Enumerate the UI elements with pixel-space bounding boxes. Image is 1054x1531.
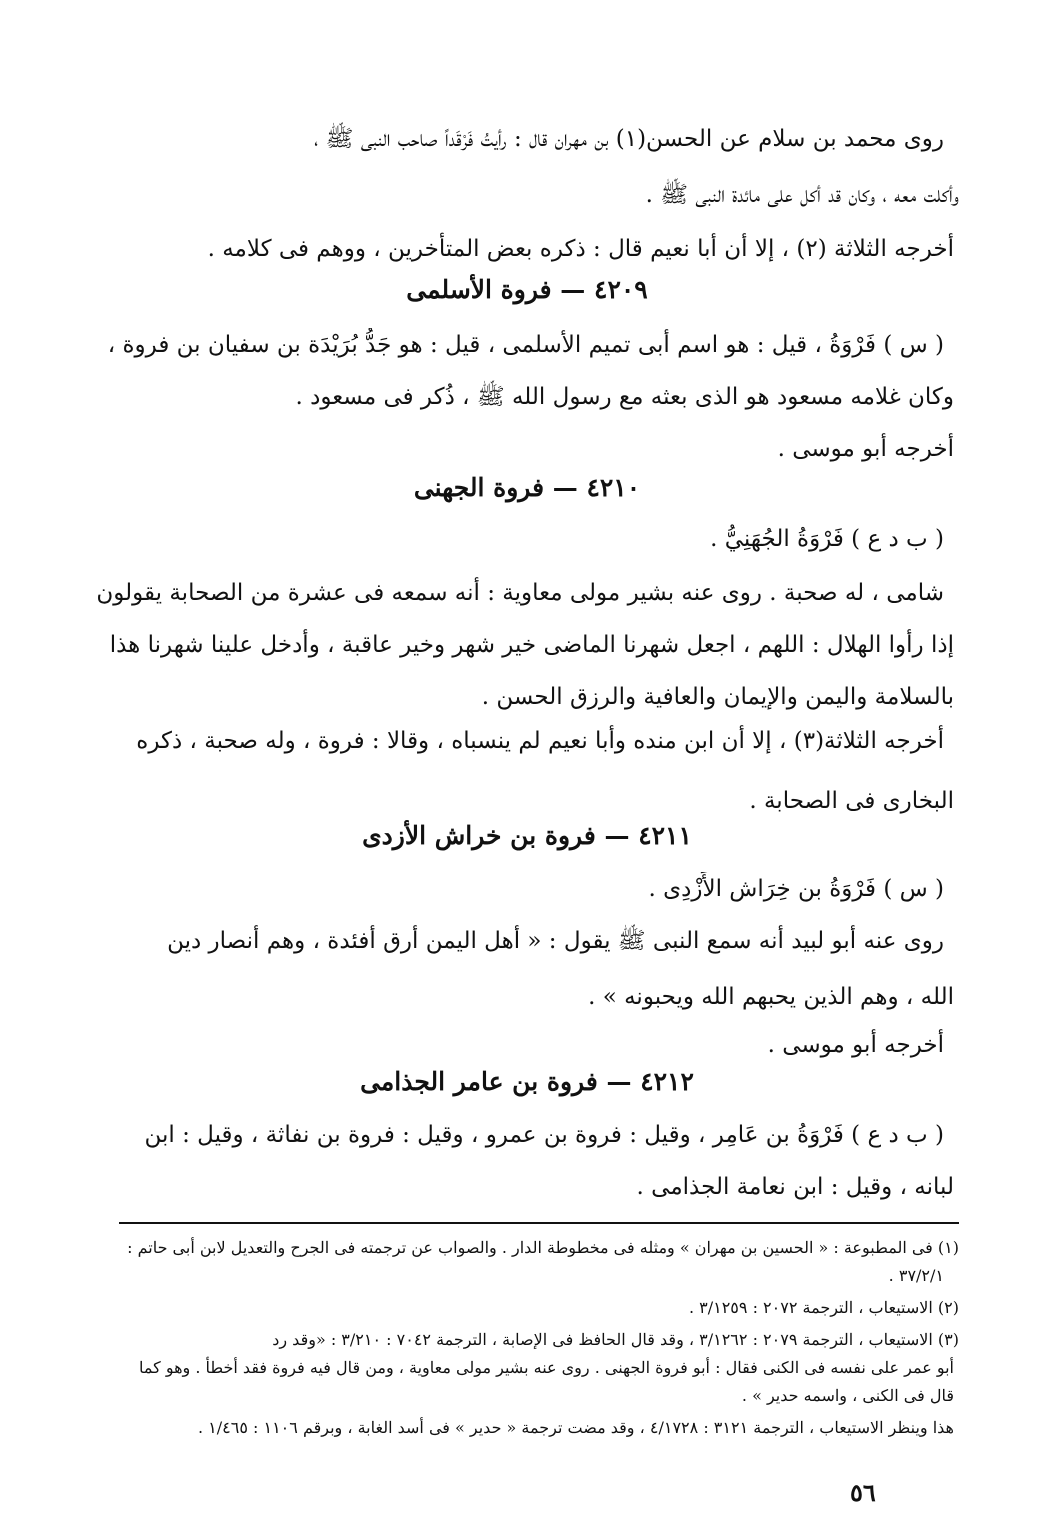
entry-4210-line-1: ( ب د ع ) فَرْوَةُ الجُهَنِيُّ . bbox=[710, 526, 944, 552]
entry-4209-line-3: أخرجه أبو موسى . bbox=[777, 436, 954, 462]
entry-4209-line-2: وكان غلامه مسعود هو الذى بعثه مع رسول الله ﷺ ، ذُكر فى مسعود . bbox=[295, 384, 954, 410]
intro-line-2: وأكلت معه ، وكان قد أكل على مائدة النبى ﷺ . bbox=[645, 182, 959, 208]
entry-4209-heading: ٤٢٠٩ — فروة الأسلمى bbox=[406, 275, 648, 304]
entry-4212-line-2: لبانه ، وقيل : ابن نعامة الجذامى . bbox=[636, 1174, 954, 1200]
entry-4212-heading: ٤٢١٢ — فروة بن عامر الجذامى bbox=[360, 1067, 694, 1096]
entry-4209-line-1: ( س ) فَرْوَةُ ، قيل : هو اسم أبى تميم الأسلمى ، قيل : هو جَدُّ بُرَيْدَة بن سفيان بن فروة ، bbox=[107, 332, 944, 358]
entry-4211-line-3: الله ، وهم الذين يحبهم الله ويحبونه » . bbox=[588, 984, 954, 1010]
page-number: ٥٦ bbox=[850, 1478, 876, 1507]
entry-4211-line-1: ( س ) فَرْوَةُ بن خِرَاش الأَزْدِى . bbox=[648, 876, 944, 902]
footnote-1-line-2: ٣٧/٢/١ . bbox=[888, 1266, 944, 1285]
footnote-3-line-1: (٣) الاستيعاب ، الترجمة ٢٠٧٩ : ٣/١٢٦٢ ، وقد قال الحافظ فى الإصابة ، الترجمة ٧٠٤٢ : ٣/٢١٠ : «وقد رد bbox=[272, 1330, 959, 1349]
footnote-3-line-3: قال فى الكنى ، واسمه حدير » . bbox=[741, 1386, 954, 1405]
entry-4212-line-1: ( ب د ع ) فَرْوَةُ بن عَامِر ، وقيل : فروة بن عمرو ، وقيل : فروة بن نفاثة ، وقيل : ابن bbox=[144, 1122, 944, 1148]
entry-4211-line-2: روى عنه أبو لبيد أنه سمع النبى ﷺ يقول : « أهل اليمن أرق أفئدة ، وهم أنصار دين bbox=[167, 928, 944, 954]
entry-4210-line-5: أخرجه الثلاثة(٣) ، إلا أن ابن منده وأبا نعيم لم ينسباه ، وقالا : فروة ، وله صحبة ، ذكره bbox=[136, 728, 944, 754]
footnote-3-line-4: هذا وينظر الاستيعاب ، الترجمة ٣١٢١ : ٤/١٧٢٨ ، وقد مضت ترجمة « حدير » فى أسد الغابة ، وبرقم ١١٠٦ : ١/٤٦٥ . bbox=[197, 1418, 954, 1437]
entry-4210-heading: ٤٢١٠ — فروة الجهنى bbox=[413, 473, 641, 502]
intro-line-3: أخرجه الثلاثة (٢) ، إلا أن أبا نعيم قال : ذكره بعض المتأخرين ، ووهم فى كلامه . bbox=[207, 236, 954, 262]
entry-4211-heading: ٤٢١١ — فروة بن خراش الأزدى bbox=[362, 821, 692, 850]
entry-4210-line-2: شامى ، له صحبة . روى عنه بشير مولى معاوية : أنه سمعه فى عشرة من الصحابة يقولون bbox=[96, 580, 944, 606]
footnote-1-line-1: (١) فى المطبوعة : « الحسين بن مهران » ومثله فى مخطوطة الدار . والصواب عن ترجمته فى الجرح والتعديل لابن أبى حاتم : bbox=[127, 1238, 959, 1257]
footnote-3-line-2: أبو عمر على نفسه فى الكنى فقال : أبو فروة الجهنى . روى عنه بشير مولى معاوية ، ومن قال فيه فروة فقد أخطأ . وهو كما bbox=[138, 1358, 954, 1377]
entry-4211-line-4: أخرجه أبو موسى . bbox=[767, 1032, 944, 1058]
footnote-divider bbox=[119, 1222, 959, 1224]
footnote-2: (٢) الاستيعاب ، الترجمة ٢٠٧٢ : ٣/١٢٥٩ . bbox=[688, 1298, 959, 1317]
intro-line-1: روى محمد بن سلام عن الحسن(١) بن مهران قال : رأيتُ فَرْقَداً صاحب النبى ﷺ ، bbox=[313, 126, 944, 152]
entry-4210-line-3: إذا رأوا الهلال : اللهم ، اجعل شهرنا الماضى خير شهر وخير عاقبة ، وأدخل علينا شهرنا هذا bbox=[109, 632, 954, 658]
entry-4210-line-6: البخارى فى الصحابة . bbox=[749, 788, 954, 814]
entry-4210-line-4: بالسلامة واليمن والإيمان والعافية والرزق الحسن . bbox=[481, 684, 954, 710]
